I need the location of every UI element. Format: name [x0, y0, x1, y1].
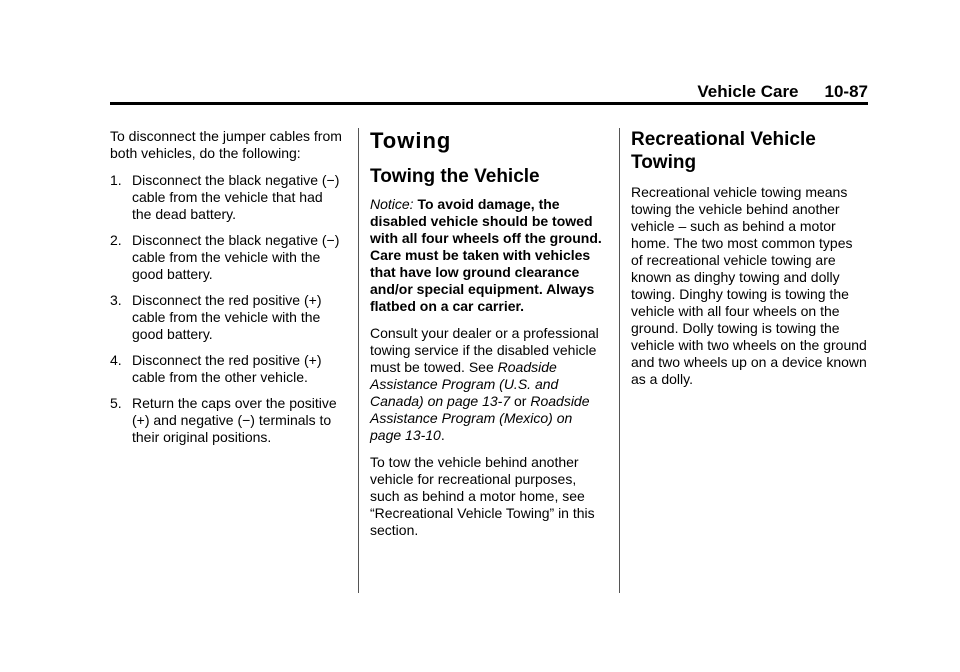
list-item — [110, 232, 346, 283]
section-title: Vehicle Care — [697, 82, 799, 101]
step-number: 4. — [110, 352, 122, 368]
consult-or: or — [510, 393, 531, 409]
steps-list — [110, 172, 346, 446]
page-header — [110, 82, 868, 102]
recreational-towing-heading: Recreational Vehicle Towing — [631, 129, 816, 173]
step-number: 3. — [110, 292, 122, 308]
roadside-mexico-reference: Roadside Assistance Program (Mexico) on page 13-10 — [370, 393, 590, 443]
column-middle — [370, 128, 606, 549]
consult-paragraph — [370, 325, 606, 444]
list-item — [110, 292, 346, 343]
step-number: 5. — [110, 395, 122, 411]
list-item — [110, 352, 346, 386]
list-item — [110, 172, 346, 223]
step-number: 1. — [110, 172, 122, 188]
recreational-towing-paragraph: Recreational vehicle towing means towing the vehicle behind another vehicle – such as behind a motor home. The two most common types of recreational vehicle towing are known as dinghy towing and dolly towing. Dinghy towing is towing the vehicle with all four wheels on the ground. Dolly towing is towing the vehicle with two wheels on the ground and two wheels up on a device known as a dolly. — [631, 184, 867, 387]
list-item — [110, 395, 346, 446]
header-rule — [110, 102, 868, 105]
roadside-us-reference: Roadside Assistance Program (U.S. and Canada) on page 13-7 — [370, 359, 559, 409]
step-number: 2. — [110, 232, 122, 248]
column-right — [631, 128, 867, 398]
recreational-paragraph: To tow the vehicle behind another vehicle for recreational purposes, such as behind a motor home, see “Recreational Vehicle Towing” in this section. — [370, 454, 595, 538]
step-text: Disconnect the red positive (+) cable from the vehicle with the good battery. — [132, 292, 322, 342]
consult-end: . — [440, 427, 445, 443]
step-text: Disconnect the black negative (−) cable from the vehicle that had the dead battery. — [132, 172, 340, 222]
step-text: Return the caps over the positive (+) and negative (−) terminals to their original positions. — [132, 395, 337, 445]
column-divider — [358, 128, 359, 593]
notice-label: Notice: — [370, 196, 414, 212]
column-divider — [619, 128, 620, 593]
step-text: Disconnect the black negative (−) cable from the vehicle with the good battery. — [132, 232, 340, 282]
column-left — [110, 128, 346, 455]
page-number: 10-87 — [824, 82, 868, 101]
towing-heading: Towing — [370, 128, 452, 153]
towing-vehicle-subheading: Towing the Vehicle — [370, 166, 540, 187]
intro-paragraph: To disconnect the jumper cables from both vehicles, do the following: — [110, 128, 342, 161]
step-text: Disconnect the red positive (+) cable from the other vehicle. — [132, 352, 322, 385]
consult-text: Consult your dealer or a professional towing service if the disabled vehicle must be towed. See — [370, 325, 599, 375]
notice-text: To avoid damage, the disabled vehicle should be towed with all four wheels off the ground. Care must be taken with vehicles that have low ground clearance and/or special equipment. Always flatbed on a car carrier. — [370, 196, 602, 314]
notice-paragraph — [370, 196, 606, 315]
